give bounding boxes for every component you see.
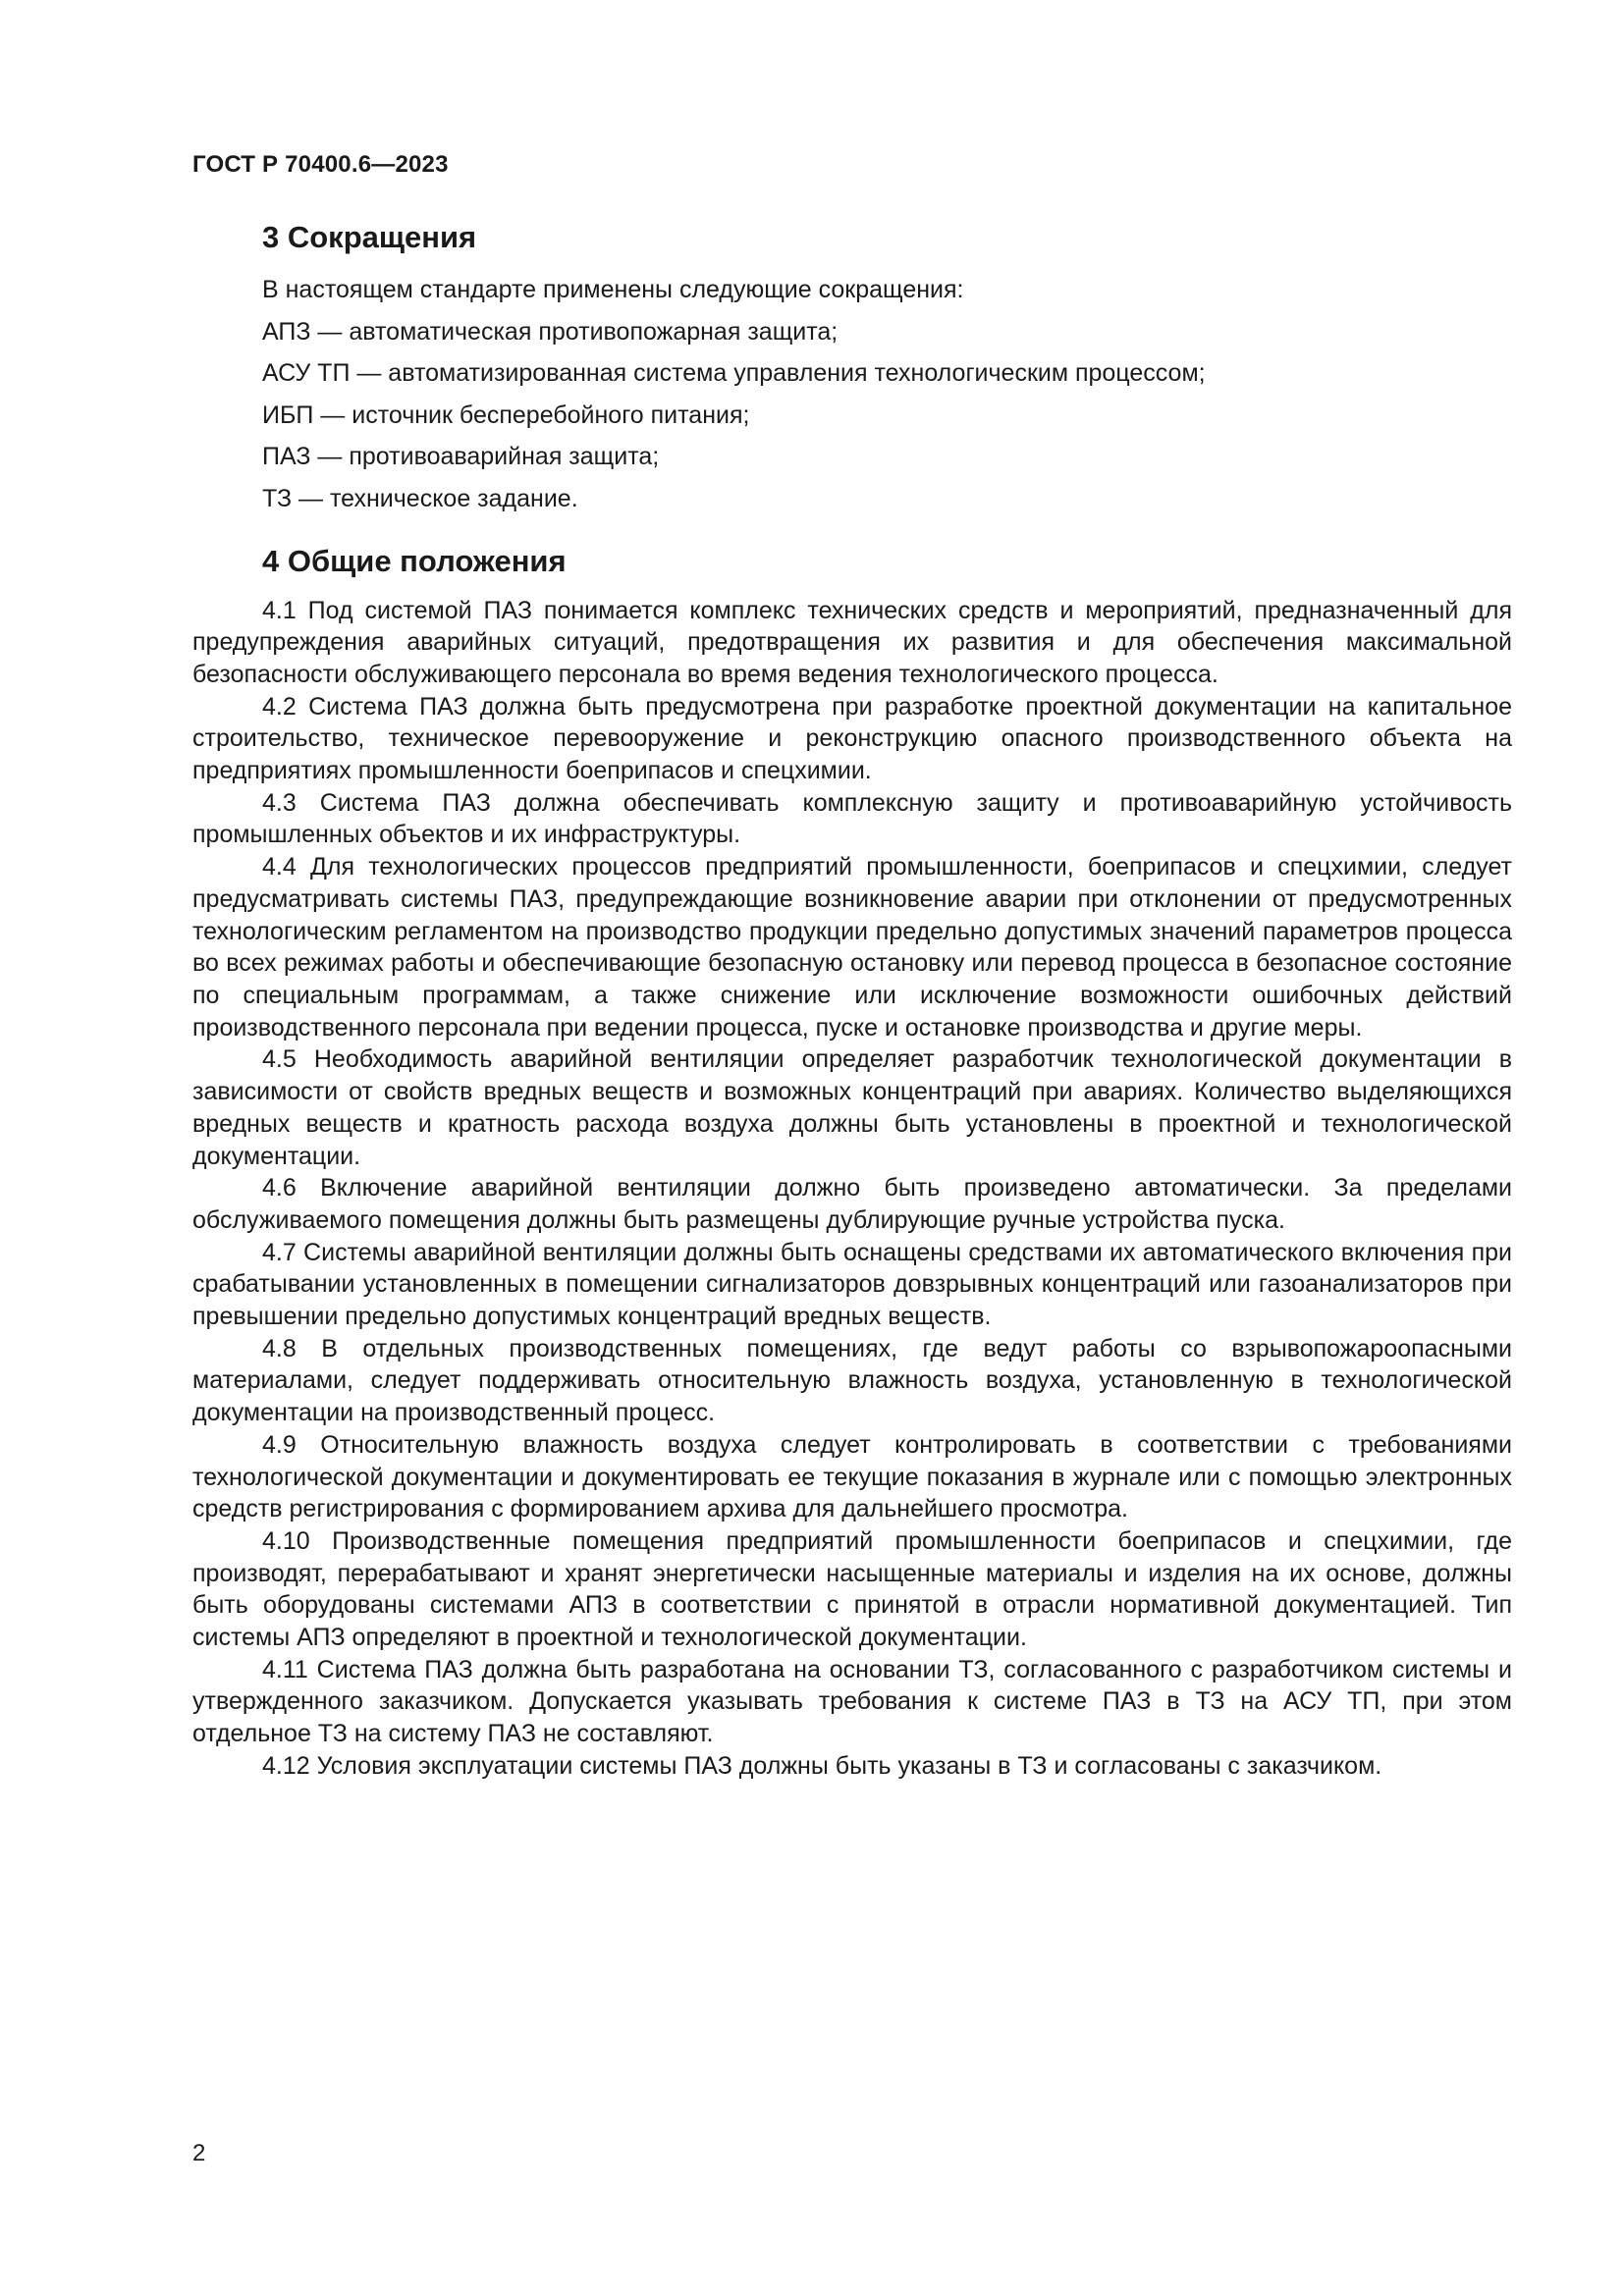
paragraph: 4.11 Система ПАЗ должна быть разработана на основании ТЗ, согласованного с разработчиком системы и утвержденного заказчиком. Допускается указывать требования к системе ПАЗ в ТЗ на АСУ ТП, при этом отдельное ТЗ на систему ПАЗ не составляют. <box>192 1655 1512 1748</box>
paragraph: 4.7 Системы аварийной вентиляции должны быть оснащены средствами их автоматического включения при срабатывании установленных в помещении сигнализаторов довзрывных концентраций или газоанализаторов при превышении предельно допустимых концентраций вредных веществ. <box>192 1238 1512 1331</box>
section-3-intro: В настоящем стандарте применены следующие сокращения: <box>262 276 964 303</box>
abbreviation-item: АПЗ — автоматическая противопожарная защита; <box>262 317 839 346</box>
paragraph: 4.10 Производственные помещения предприятий промышленности боеприпасов и спецхимии, где производят, перерабатывают и хранят энергетически насыщенные материалы и изделия на их основе, должны быть оборудованы системами АПЗ в соответствии с принятой в отрасли нормативной документацией. Тип системы АПЗ определяют в проектной и технологической документации. <box>192 1526 1512 1652</box>
abbreviation-item: ПАЗ — противоаварийная защита; <box>262 443 660 471</box>
paragraph: 4.6 Включение аварийной вентиляции должно быть произведено автоматически. За пределами обслуживаемого помещения должны быть размещены дублирующие ручные устройства пуска. <box>192 1174 1512 1234</box>
document-body <box>192 218 1512 1783</box>
paragraph: 4.2 Система ПАЗ должна быть предусмотрена при разработке проектной документации на капитальное строительство, техническое перевооружение и реконструкцию опасного производственного объекта на предприятиях промышленности боеприпасов и спецхимии. <box>192 692 1512 785</box>
abbreviation-item: ТЗ — техническое задание. <box>262 484 578 512</box>
paragraph: 4.9 Относительную влажность воздуха следует контролировать в соответствии с требованиями технологической документации и документировать ее текущие показания в журнале или с помощью электронных средств регистрирования с формированием архива для дальнейшего просмотра. <box>192 1430 1512 1523</box>
abbreviation-item: АСУ ТП — автоматизированная система управления технологическим процессом; <box>262 359 1206 388</box>
abbreviation-item: ИБП — источник бесперебойного питания; <box>262 400 750 429</box>
paragraph: 4.5 Необходимость аварийной вентиляции определяет разработчик технологической документации в зависимости от свойств вредных веществ и возможных концентраций при авариях. Количество выделяющихся вредных веществ и кратность расхода воздуха должны быть установлены в проектной и технологической документации. <box>192 1045 1512 1170</box>
abbreviation-list <box>262 311 1512 520</box>
paragraph: 4.8 В отдельных производственных помещениях, где ведут работы со взрывопожароопасными материалами, следует поддерживать относительную влажность воздуха, установленную в технологической документации на производственный процесс. <box>192 1334 1512 1427</box>
page-number: 2 <box>192 2140 206 2166</box>
paragraph: 4.12 Условия эксплуатации системы ПАЗ должны быть указаны в ТЗ и согласованы с заказчиком. <box>262 1751 1382 1780</box>
paragraph: 4.1 Под системой ПАЗ понимается комплекс технических средств и мероприятий, предназначенный для предупреждения аварийных ситуаций, предотвращения их развития и для обеспечения максимальной безопасности обслуживающего персонала во время ведения технологического процесса. <box>192 596 1512 688</box>
document-header: ГОСТ Р 70400.6—2023 <box>192 151 449 178</box>
paragraph: 4.3 Система ПАЗ должна обеспечивать комплексную защиту и противоаварийную устойчивость промышленных объектов и их инфраструктуры. <box>192 788 1512 849</box>
section-4-title: 4 Общие положения <box>262 543 567 578</box>
section-4-body <box>192 595 1512 1783</box>
paragraph: 4.4 Для технологических процессов предприятий промышленности, боеприпасов и спецхимии, следует предусматривать системы ПАЗ, предупреждающие возникновение аварии при отклонении от предусмотренных технологическим регламентом на производство продукции предельно допустимых значений параметров процесса во всех режимах работы и обеспечивающие безопасную остановку или перевод процесса в безопасное состояние по специальным программам, а также снижение или исключение возможности ошибочных действий производственного персонала при ведении процесса, пуске и остановке производства и другие меры. <box>192 853 1512 1041</box>
section-3-title: 3 Сокращения <box>262 220 477 254</box>
